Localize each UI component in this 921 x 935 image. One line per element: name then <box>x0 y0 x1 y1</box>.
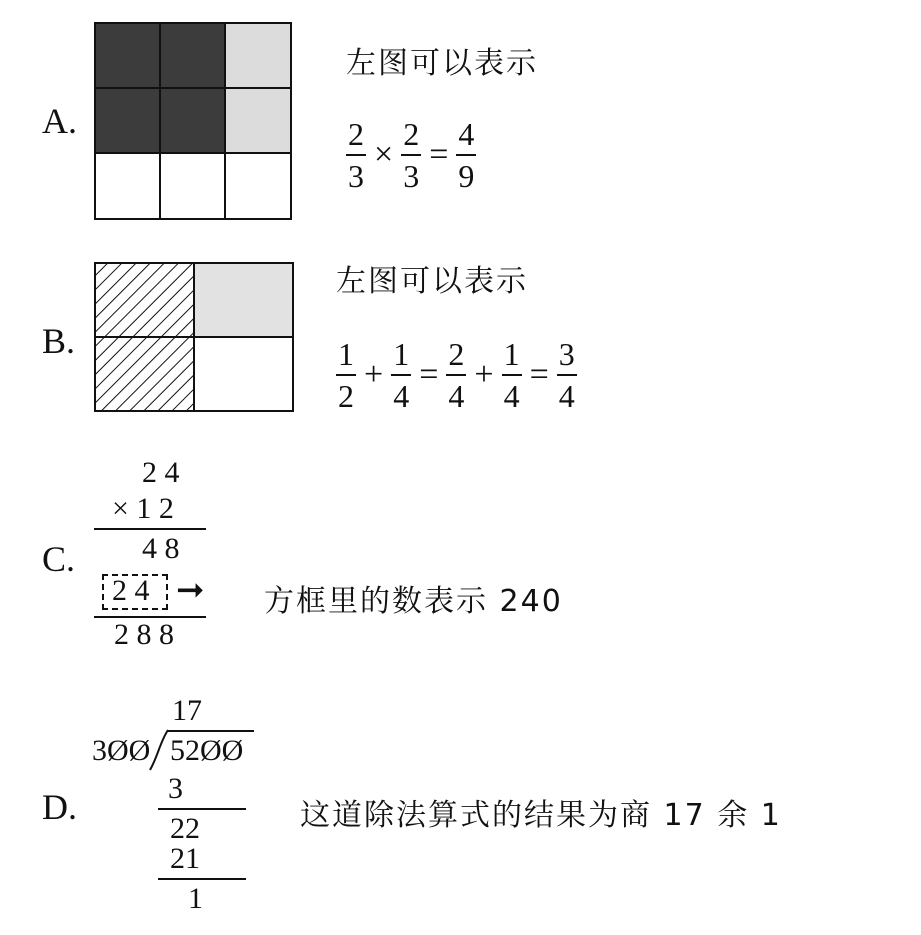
equals-sign: = <box>429 136 449 173</box>
option-b-caption: 左图可以表示 <box>336 264 528 299</box>
partial-product-2: 2 4 <box>112 574 150 607</box>
division-step: 3 <box>168 772 183 805</box>
option-c-statement: 方框里的数表示 240 <box>264 584 563 619</box>
option-b-equation <box>336 338 577 412</box>
division-bar <box>168 730 254 732</box>
fraction: $\frac{1}{4}$ <box>393 336 410 414</box>
multiply-sign: × <box>374 136 394 173</box>
divisor: 3ØØ <box>92 734 151 767</box>
fraction: $\frac{4}{9}$ <box>458 116 475 194</box>
grid-cell-hatched <box>95 263 194 337</box>
plus-sign: + <box>474 356 494 393</box>
grid-cell-shaded-light <box>225 23 291 88</box>
option-d-letter: D. <box>42 787 77 827</box>
fraction: $\frac{1}{2}$ <box>338 336 354 414</box>
grid-cell-shaded-dark <box>160 88 225 153</box>
fraction: $\frac{2}{3}$ <box>403 116 420 194</box>
grid-cell-shaded-dark <box>95 88 160 153</box>
grid-cell-shaded-light <box>225 88 291 153</box>
division-rule <box>158 808 246 810</box>
option-b-letter: B. <box>42 321 76 361</box>
option-d-statement: 这道除法算式的结果为商 17 余 1 <box>300 798 782 833</box>
grid-cell-shaded-dark <box>160 23 225 88</box>
final-product: 2 8 8 <box>114 618 174 651</box>
right-arrow-icon: ➞ <box>176 570 205 610</box>
option-a-letter: A. <box>42 101 77 141</box>
equals-sign: = <box>529 356 549 393</box>
fraction: $\frac{3}{4}$ <box>558 336 575 414</box>
equals-sign: = <box>419 356 439 393</box>
multiplicand: 2 4 <box>142 456 180 489</box>
partial-product-1: 4 8 <box>142 532 180 565</box>
option-a-caption: 左图可以表示 <box>346 46 538 81</box>
plus-sign: + <box>364 356 384 393</box>
remainder: 1 <box>188 882 203 915</box>
grid-cell-shaded-dark <box>95 23 160 88</box>
multiplier: × 1 2 <box>112 492 174 525</box>
fraction: $\frac{2}{3}$ <box>348 116 364 194</box>
grid-cell-shaded-light <box>194 263 293 337</box>
fraction: $\frac{2}{4}$ <box>448 336 465 414</box>
option-a-grid-figure <box>94 22 292 220</box>
multiplication-rule <box>94 528 206 530</box>
quotient: 17 <box>172 694 202 727</box>
grid-cell-hatched <box>95 337 194 411</box>
division-step: 21 <box>170 842 200 875</box>
option-a-equation <box>346 118 476 192</box>
division-rule <box>158 878 246 880</box>
option-c-letter: C. <box>42 539 76 579</box>
division-step: 22 <box>170 812 200 845</box>
fraction: $\frac{1}{4}$ <box>503 336 520 414</box>
dividend: 52ØØ <box>170 734 244 767</box>
option-b-grid-figure <box>94 262 294 412</box>
